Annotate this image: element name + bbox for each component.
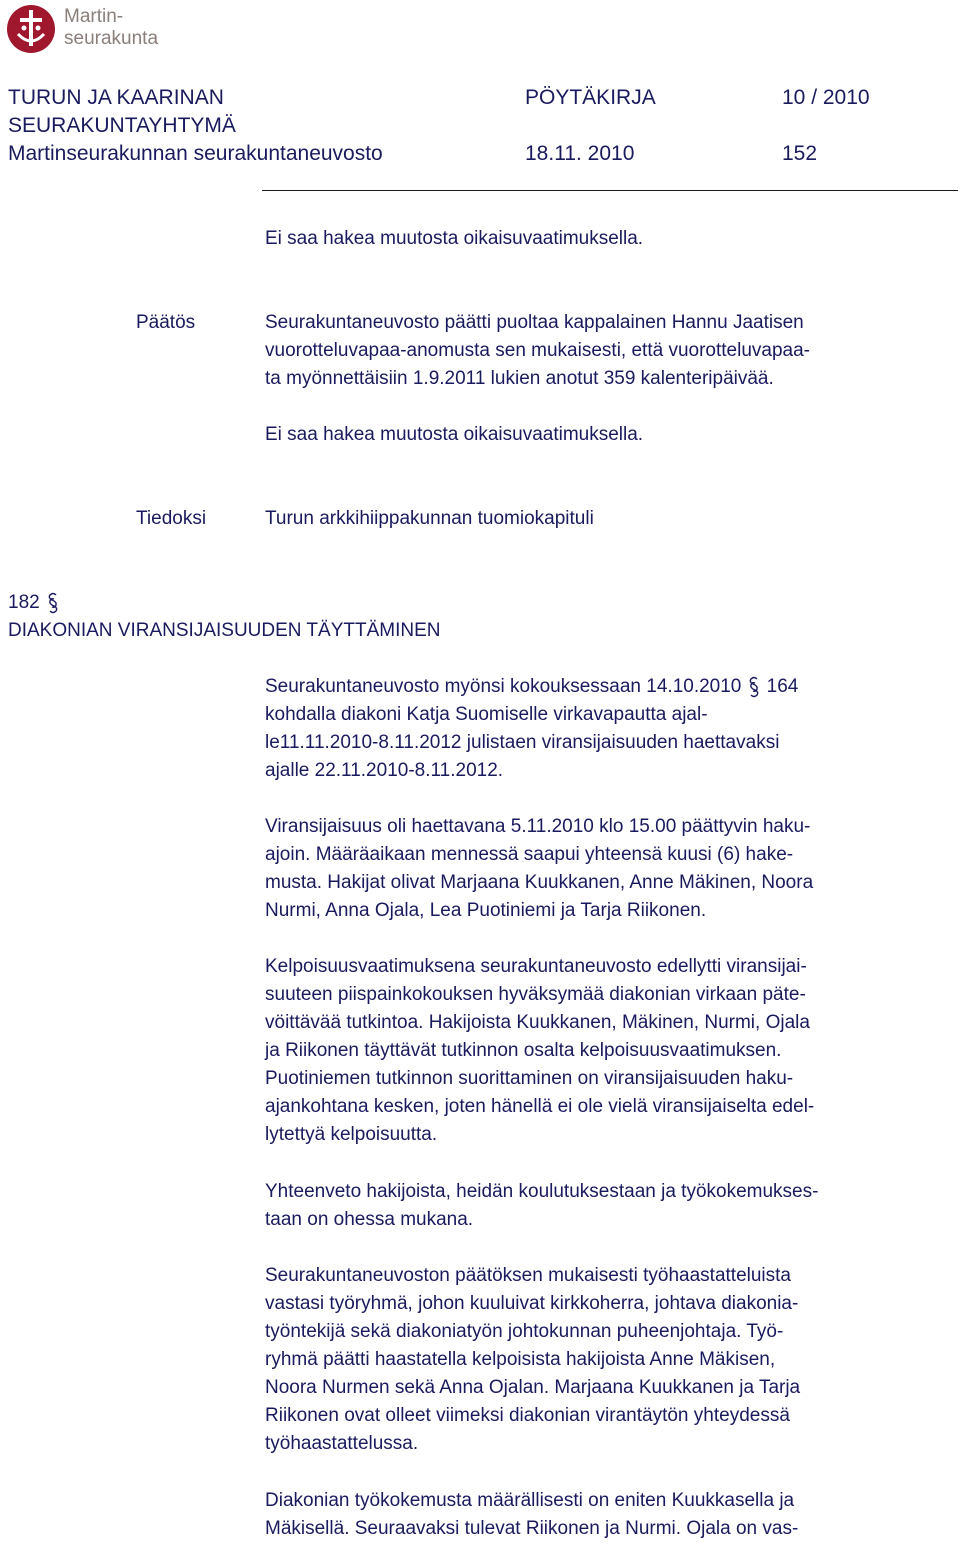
organization-logo (6, 4, 206, 56)
decision-line: vuorotteluvapaa-anomusta sen mukaisesti, että vuorotteluvapaa- (265, 340, 810, 361)
paragraph-line: musta. Hakijat olivat Marjaana Kuukkanen, Anne Mäkinen, Noora (265, 872, 814, 893)
paragraph-line: suuteen piispainkokouksen hyväksymää diakonian virkaan päte- (265, 984, 806, 1005)
paragraph-line-text: 164 (766, 676, 799, 697)
paragraph-line: lytettyä kelpoisuutta. (265, 1124, 438, 1145)
section-paragraph-4 (265, 1178, 955, 1234)
paragraph-line: kohdalla diakoni Katja Suomiselle virkavapautta ajal- (265, 704, 708, 725)
info-recipient: Turun arkkihiippakunnan tuomiokapituli (265, 508, 594, 529)
section-paragraph-2 (265, 813, 955, 925)
decision-appeal-note: Ei saa hakea muutosta oikaisuvaatimuksella. (265, 424, 644, 445)
paragraph-line: ryhmä päätti haastatella kelpoisista hakijoista Anne Mäkisen, (265, 1349, 776, 1370)
header-body-name: Martinseurakunnan seurakuntaneuvosto (8, 142, 383, 165)
section-paragraph-1 (265, 673, 955, 785)
paragraph-line: Kelpoisuusvaatimuksena seurakuntaneuvosto edellytti viransijai- (265, 956, 807, 977)
paragraph-line: le11.11.2010-8.11.2012 julistaen viransijaisuuden haettavaksi (265, 732, 780, 753)
section-paragraph-6 (265, 1487, 955, 1543)
section-paragraph-3 (265, 953, 955, 1149)
paragraph-line: ajoin. Määräaikaan mennessä saapui yhteensä kuusi (6) hake- (265, 844, 794, 865)
paragraph-line: ajankohtana kesken, joten hänellä ei ole vielä viransijaiselta edel- (265, 1096, 815, 1117)
paragraph-line: työntekijä sekä diakoniatyön johtokunnan puheenjohtaja. Työ- (265, 1321, 784, 1342)
paragraph-line: ja Riikonen täyttävät tutkinnon osalta kelpoisuusvaatimuksen. (265, 1040, 782, 1061)
paragraph-line: taan on ohessa mukana. (265, 1209, 474, 1230)
paragraph-line: vastasi työryhmä, johon kuuluivat kirkkoherra, johtava diakonia- (265, 1293, 799, 1314)
header-org-line-2: SEURAKUNTAYHTYMÄ (8, 114, 236, 137)
header-doc-type: PÖYTÄKIRJA (525, 86, 656, 109)
paragraph-line (265, 673, 955, 701)
decision-line: Seurakuntaneuvosto päätti puoltaa kappalainen Hannu Jaatisen (265, 312, 804, 333)
section-paragraph-5 (265, 1262, 955, 1458)
paragraph-line-text: Seurakuntaneuvosto myönsi kokouksessaan 14.10.2010 (265, 676, 742, 697)
header-date: 18.11. 2010 (525, 142, 635, 165)
paragraph-line: Puotiniemen tutkinnon suorittaminen on viransijaisuuden haku- (265, 1068, 794, 1089)
paragraph-line: Yhteenveto hakijoista, heidän koulutuksestaan ja työkokemukses- (265, 1181, 819, 1202)
paragraph-line: vöittävää tutkintoa. Hakijoista Kuukkanen, Mäkinen, Nurmi, Ojala (265, 1012, 810, 1033)
decision-line: ta myönnettäisiin 1.9.2011 lukien anotut 359 kalenteripäivää. (265, 368, 774, 389)
section-title: DIAKONIAN VIRANSIJAISUUDEN TÄYTTÄMINEN (8, 620, 441, 641)
logo-line-2: seurakunta (64, 28, 159, 49)
paragraph-line: Noora Nurmen sekä Anna Ojalan. Marjaana Kuukkanen ja Tarja (265, 1377, 801, 1398)
logo-wordmark (64, 6, 158, 50)
section-number: 182 (8, 592, 40, 613)
section-sign-icon (46, 589, 60, 617)
header-page-number: 152 (782, 142, 818, 165)
decision-text (265, 309, 955, 393)
section-number-line (8, 589, 60, 617)
paragraph-line: ajalle 22.11.2010-8.11.2012. (265, 760, 504, 781)
paragraph-line: Diakonian työkokemusta määrällisesti on eniten Kuukkasella ja (265, 1490, 795, 1511)
header-divider (262, 190, 958, 191)
paragraph-line: työhaastattelussa. (265, 1433, 419, 1454)
decision-label: Päätös (136, 312, 196, 333)
church-cross-emblem-icon (6, 4, 56, 54)
paragraph-line: Seurakuntaneuvoston päätöksen mukaisesti työhaastatteluista (265, 1265, 791, 1286)
top-note: Ei saa hakea muutosta oikaisuvaatimuksella. (265, 228, 644, 249)
paragraph-line: Riikonen ovat olleet viimeksi diakonian virantäytön yhteydessä (265, 1405, 790, 1426)
info-label: Tiedoksi (136, 508, 207, 529)
paragraph-line: Nurmi, Anna Ojala, Lea Puotiniemi ja Tarja Riikonen. (265, 900, 707, 921)
paragraph-line: Viransijaisuus oli haettavana 5.11.2010 klo 15.00 päättyvin haku- (265, 816, 811, 837)
paragraph-line: Mäkisellä. Seuraavaksi tulevat Riikonen ja Nurmi. Ojala on vas- (265, 1518, 799, 1539)
header-doc-number: 10 / 2010 (782, 86, 870, 109)
header-org-line-1: TURUN JA KAARINAN (8, 86, 224, 109)
section-sign-icon (747, 673, 761, 701)
logo-line-1: Martin- (64, 6, 124, 27)
